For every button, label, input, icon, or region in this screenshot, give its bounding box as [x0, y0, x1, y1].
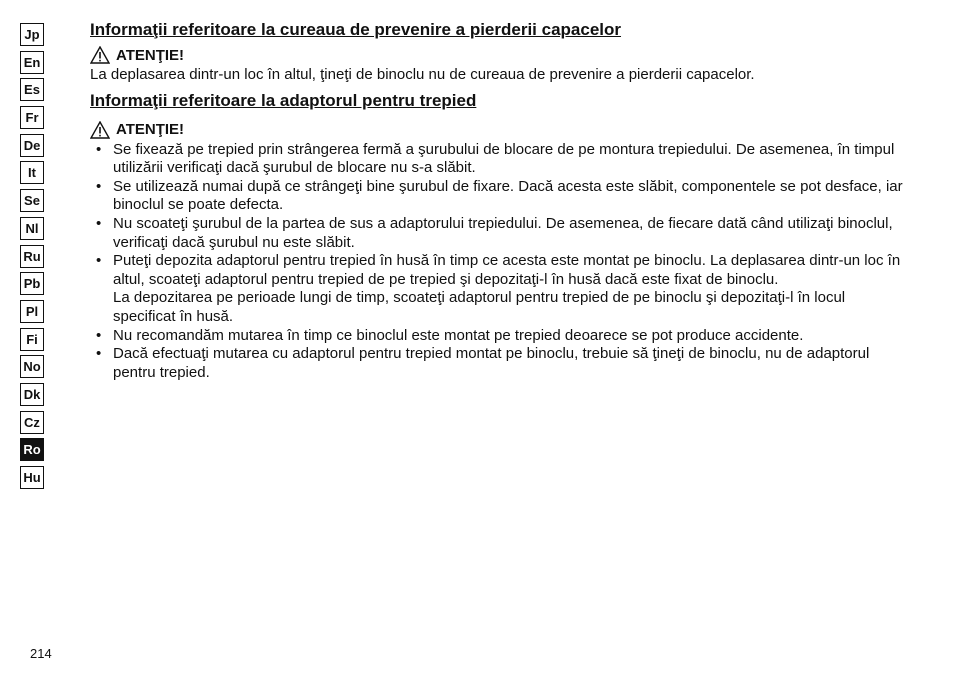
warning-label: ATENŢIE!	[116, 121, 185, 139]
list-item-text: Nu recomandăm mutarea în timp ce binoclul este montat pe trepied deoarece se pot produce accidente.	[113, 326, 804, 344]
list-item-text: Dacă efectuaţi mutarea cu adaptorul pentru trepied montat pe binoclu, trebuie să ţineţi de binoclu, nu de adaptorul pentru trepied.	[113, 345, 870, 381]
language-tab-de[interactable]: De	[20, 134, 44, 157]
list-item	[90, 345, 910, 382]
language-tabs	[20, 23, 44, 494]
list-item	[90, 178, 910, 215]
warning-heading	[90, 119, 910, 141]
language-tab-nl[interactable]: Nl	[20, 217, 44, 240]
list-item-text: Puteţi depozita adaptorul pentru trepied în husă în timp ce acesta este montat pe binoclu. La deplasarea dintr-un loc în altul, scoateţi adaptorul pentru trepied de pe trepied şi depozitaţi-l în husă dacă este fixat de binoclu.	[113, 252, 901, 288]
language-tab-dk[interactable]: Dk	[20, 383, 44, 406]
list-item-text: Nu scoateţi şurubul de la partea de sus a adaptorului trepiedului. De asemenea, de fiecare dată când utilizaţi binoclul, verificaţi dacă şurubul nu este slăbit.	[113, 214, 893, 251]
section-title-tripod-adapter: Informaţii referitoare la adaptorul pentru trepied	[90, 90, 477, 110]
language-tab-no[interactable]: No	[20, 355, 44, 378]
warning-triangle-icon	[90, 46, 110, 64]
language-tab-pl[interactable]: Pl	[20, 300, 44, 323]
language-tab-fi[interactable]: Fi	[20, 328, 44, 351]
cap-strap-text: La deplasarea dintr-un loc în altul, ţineţi de binoclu nu de cureaua de prevenire a pierderii capacelor.	[90, 66, 755, 83]
language-tab-fr[interactable]: Fr	[20, 106, 44, 129]
language-tab-jp[interactable]: Jp	[20, 23, 44, 46]
warning-triangle-icon	[90, 121, 110, 139]
language-tab-hu[interactable]: Hu	[20, 466, 44, 489]
language-tab-es[interactable]: Es	[20, 78, 44, 101]
warning-label: ATENŢIE!	[116, 46, 185, 64]
language-tab-cz[interactable]: Cz	[20, 411, 44, 434]
list-item	[90, 327, 910, 346]
language-tab-ro[interactable]: Ro	[20, 438, 44, 461]
list-item	[90, 252, 910, 326]
language-tab-ru[interactable]: Ru	[20, 245, 44, 268]
list-item	[90, 141, 910, 178]
list-item-extra-text: La depozitarea pe perioade lungi de timp, scoateţi adaptorul pentru trepied de pe binoclu şi depozitaţi-l în locul specificat în husă.	[113, 289, 846, 325]
section-title-cap-strap: Informaţii referitoare la cureaua de prevenire a pierderii capacelor	[90, 20, 622, 39]
warning-heading	[90, 44, 910, 66]
language-tab-en[interactable]: En	[20, 51, 44, 74]
language-tab-se[interactable]: Se	[20, 189, 44, 212]
list-item	[90, 215, 910, 252]
language-tab-pb[interactable]: Pb	[20, 272, 44, 295]
list-item-text: Se utilizează numai după ce strângeţi bine şurubul de fixare. Dacă acesta este slăbit, componentele se pot desface, iar binoclul se poate defecta.	[113, 177, 903, 214]
language-tab-it[interactable]: It	[20, 161, 44, 184]
tripod-adapter-list	[90, 141, 910, 383]
main-content	[90, 18, 910, 382]
list-item-text: Se fixează pe trepied prin strângerea fermă a şurubului de blocare de pe montura trepiedului. De asemenea, în timpul utilizării verificaţi dacă şurubul de blocare nu s-a slăbit.	[113, 140, 895, 177]
page-number: 214	[30, 646, 52, 661]
